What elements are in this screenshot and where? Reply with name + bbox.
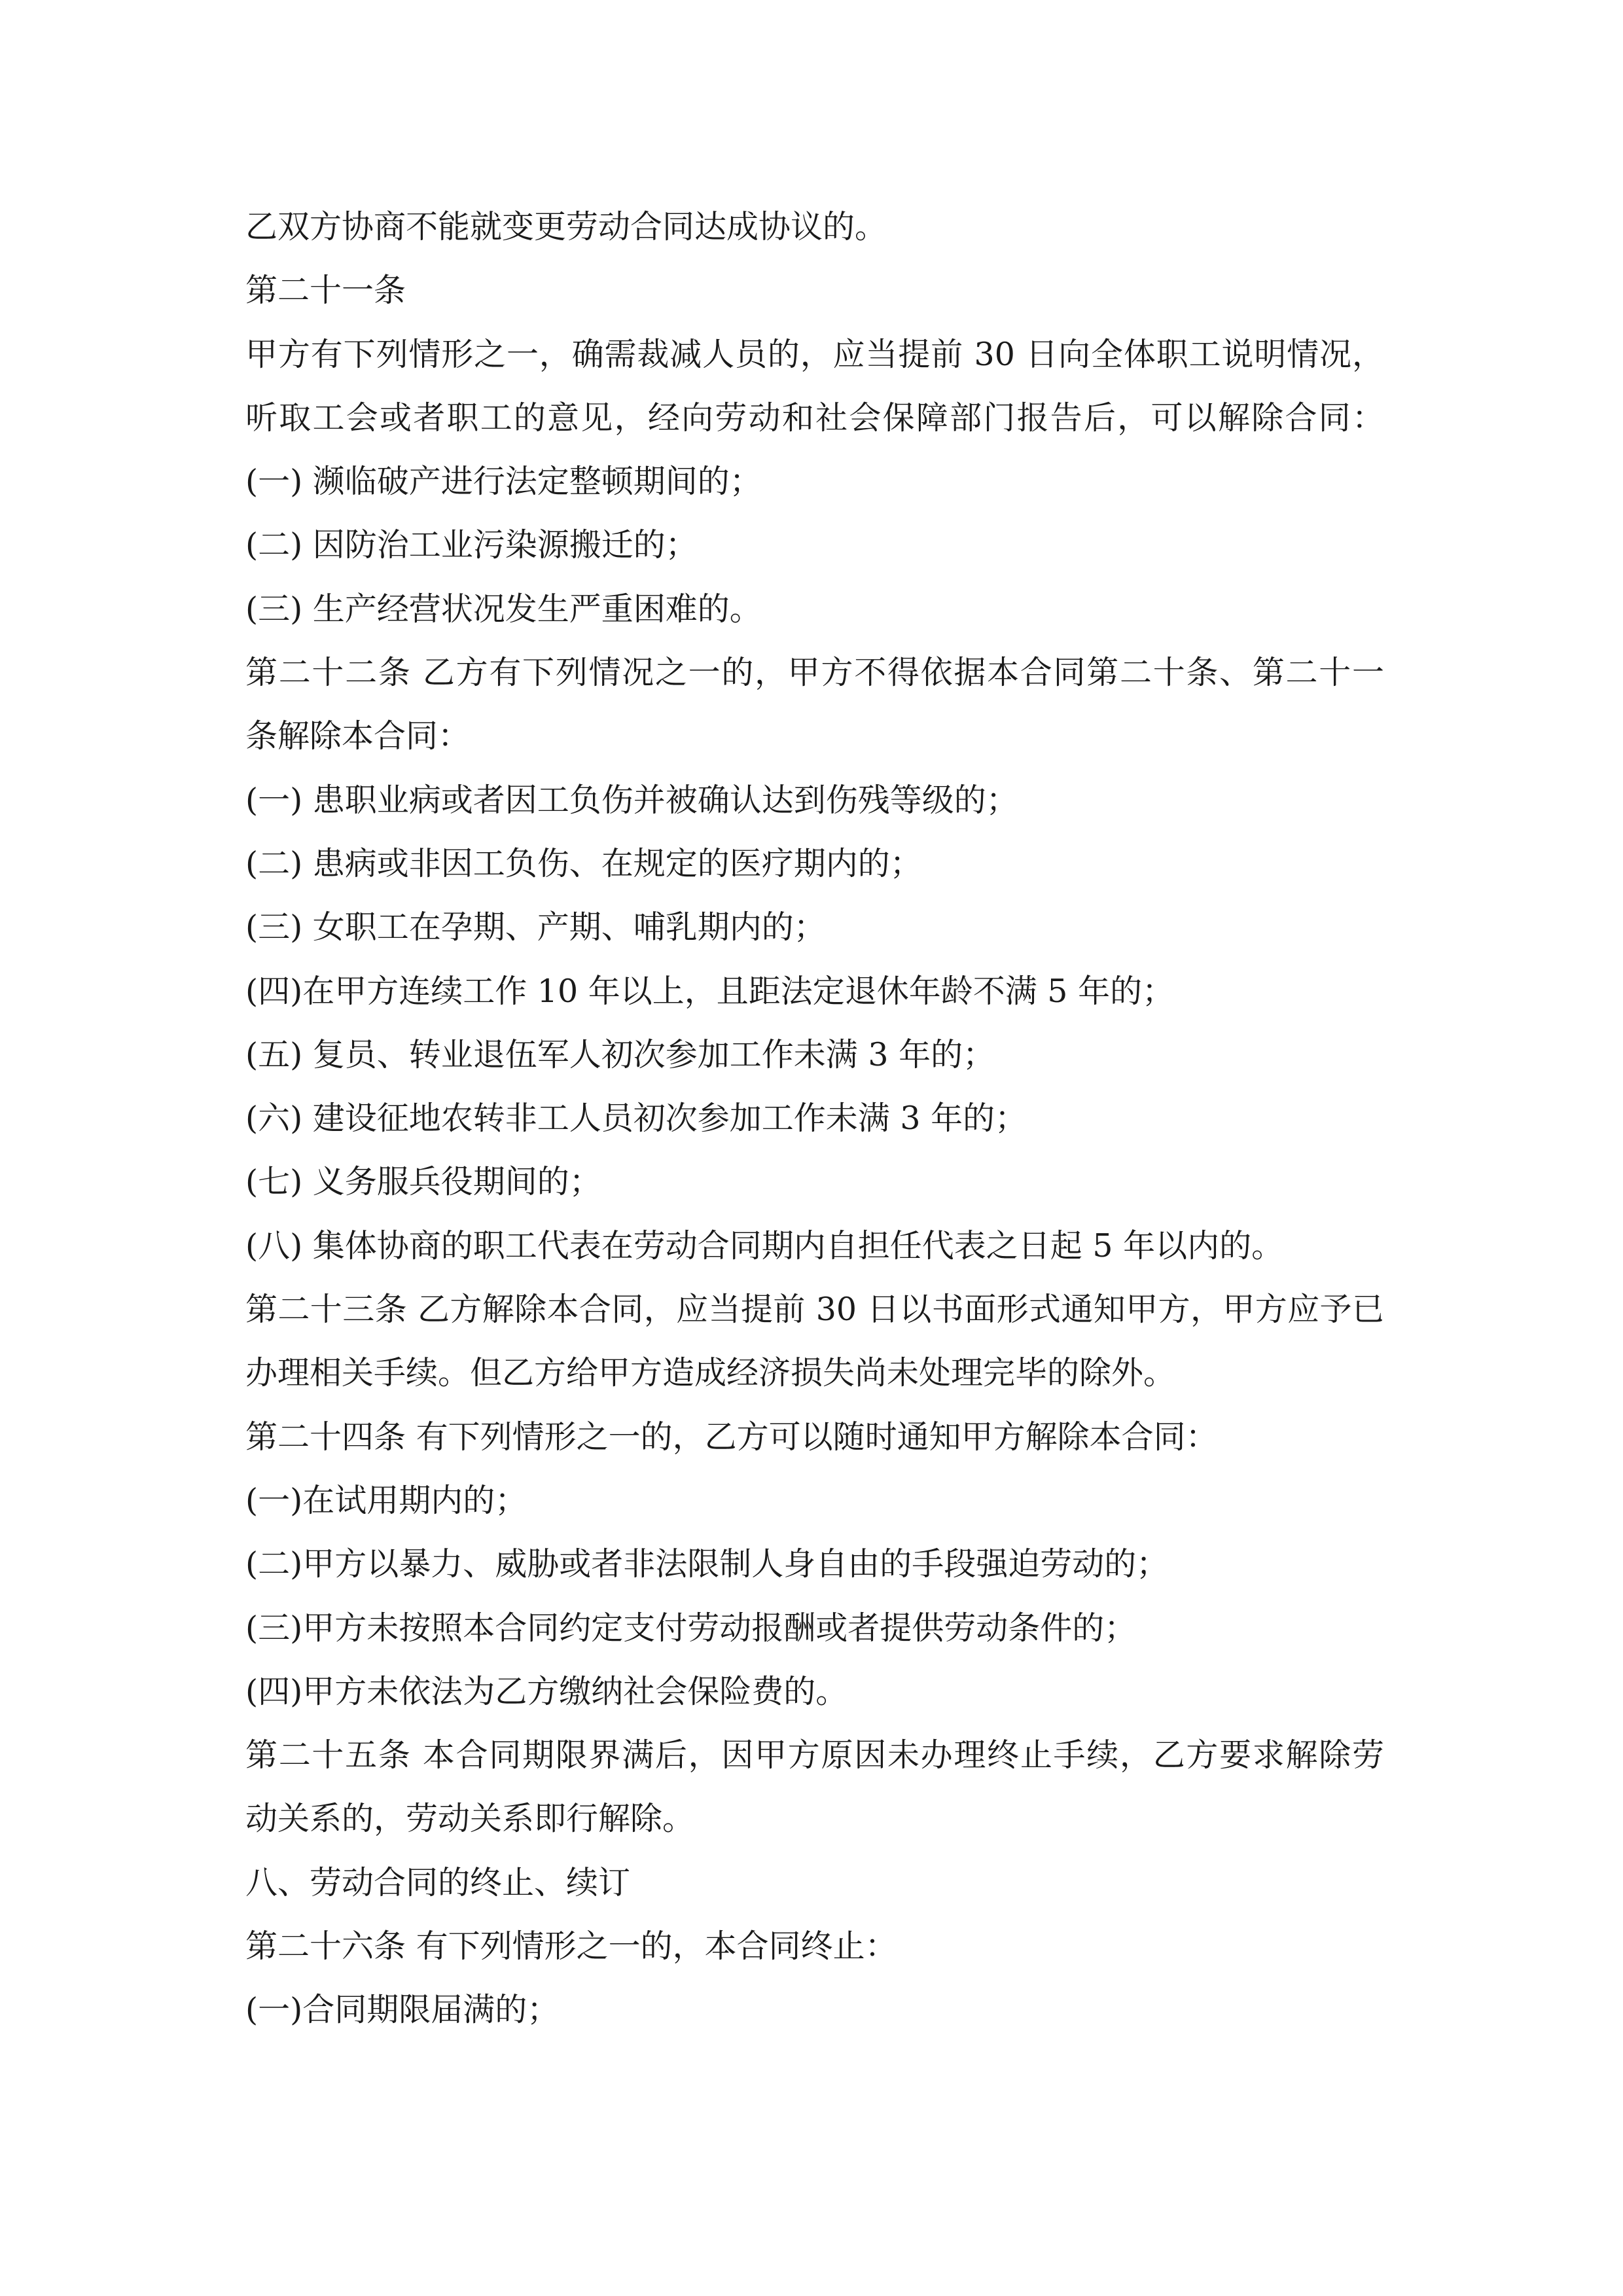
- list-item: (八) 集体协商的职工代表在劳动合同期内自担任代表之日起 5 年以内的。: [245, 1227, 1284, 1265]
- article-heading: 第二十六条 有下列情形之一的，本合同终止：: [245, 1928, 897, 1965]
- list-item: (七) 义务服兵役期间的；: [245, 1163, 601, 1201]
- list-item: (四)在甲方连续工作 10 年以上，且距法定退休年龄不满 5 年的；: [245, 972, 1175, 1010]
- list-item: (六) 建设征地农转非工人员初次参加工作未满 3 年的；: [245, 1100, 1027, 1138]
- list-item: (五) 复员、转业退伍军人初次参加工作未满 3 年的；: [245, 1035, 995, 1073]
- article-heading: 第二十一条: [245, 272, 406, 310]
- contract-text-body: [245, 195, 1384, 2042]
- article-heading: 第二十四条 有下列情形之一的，乙方可以随时通知甲方解除本合同：: [245, 1418, 1218, 1456]
- list-item: (一)合同期限届满的；: [245, 1991, 560, 2029]
- text-line: 乙双方协商不能就变更劳动合同达成协议的。: [245, 208, 887, 245]
- list-item: (二)甲方以暴力、威胁或者非法限制人身自由的手段强迫劳动的；: [245, 1545, 1169, 1583]
- text-line: 动关系的，劳动关系即行解除。: [245, 1800, 695, 1838]
- text-line: 听取工会或者职工的意见，经向劳动和社会保障部门报告后，可以解除合同：: [245, 399, 1384, 437]
- list-item: (二) 患病或非因工负伤、在规定的医疗期内的；: [245, 844, 922, 882]
- article-heading: 第二十五条 本合同期限界满后，因甲方原因未办理终止手续，乙方要求解除劳: [245, 1736, 1384, 1774]
- list-item: (一)在试用期内的；: [245, 1481, 527, 1519]
- list-item: (三)甲方未按照本合同约定支付劳动报酬或者提供劳动条件的；: [245, 1609, 1137, 1647]
- list-item: (三) 生产经营状况发生严重困难的。: [245, 590, 762, 628]
- article-heading: 第二十二条 乙方有下列情况之一的，甲方不得依据本合同第二十条、第二十一: [245, 654, 1384, 692]
- text-line: 条解除本合同：: [245, 717, 471, 755]
- section-heading: 八、劳动合同的终止、续订: [245, 1863, 631, 1901]
- list-item: (三) 女职工在孕期、产期、哺乳期内的；: [245, 908, 826, 946]
- text-line: 办理相关手续。但乙方给甲方造成经济损失尚未处理完毕的除外。: [245, 1354, 1176, 1392]
- list-item: (四)甲方未依法为乙方缴纳社会保险费的。: [245, 1672, 848, 1710]
- article-heading: 第二十三条 乙方解除本合同，应当提前 30 日以书面形式通知甲方，甲方应予已: [245, 1291, 1384, 1329]
- text-line: 甲方有下列情形之一，确需裁减人员的，应当提前 30 日向全体职工说明情况，: [245, 335, 1384, 373]
- list-item: (一) 患职业病或者因工负伤并被确认达到伤残等级的；: [245, 781, 1018, 819]
- list-item: (一) 濒临破产进行法定整顿期间的；: [245, 463, 762, 501]
- list-item: (二) 因防治工业污染源搬迁的；: [245, 526, 698, 564]
